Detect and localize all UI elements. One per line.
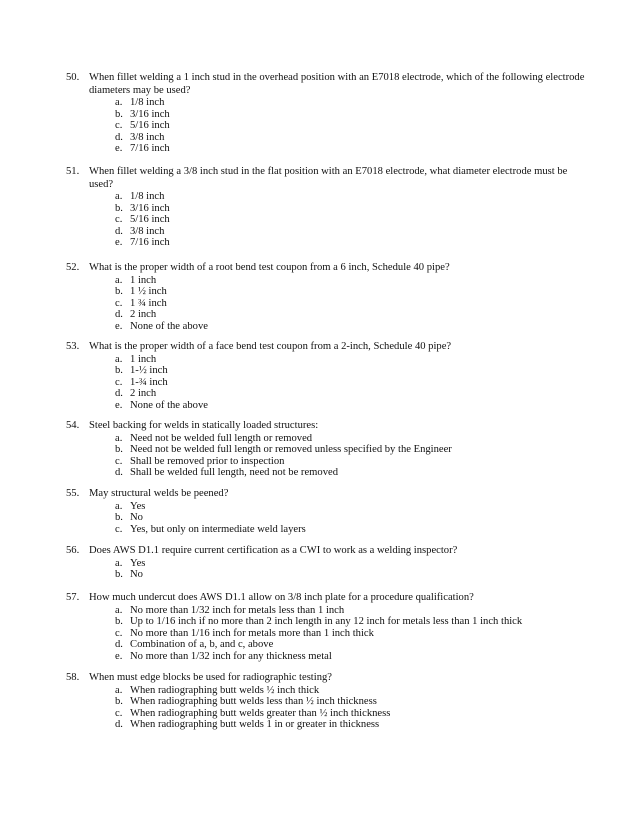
answer-option-d [115,226,586,238]
answer-option-e [115,237,586,249]
option-letter: d. [115,639,123,651]
option-letter: c. [115,214,123,226]
option-letter: d. [115,719,123,731]
question-number: 51. [66,166,80,177]
option-text: None of the above [130,399,208,411]
answer-option-e [115,651,586,663]
answer-option-b [115,569,586,581]
question-51 [66,166,586,249]
option-text: 7/16 inch [130,143,170,155]
option-text: Yes [130,500,146,512]
option-letter: b. [115,569,123,581]
option-letter: c. [115,707,123,719]
option-letter: a. [115,97,123,108]
option-letter: a. [115,500,123,512]
option-text: When radiographing butt welds ½ inch thick [130,684,320,696]
option-letter: a. [115,432,123,444]
option-letter: b. [115,108,123,120]
question-text: How much undercut does AWS D1.1 allow on 3/8 inch plate for a procedure qualification? [89,592,474,603]
answer-options [115,558,586,581]
question-55 [66,488,586,535]
question-number: 54. [66,420,80,431]
option-letter: b. [115,286,123,298]
question-text: What is the proper width of a face bend test coupon from a 2-inch, Schedule 40 pipe? [89,341,452,352]
question-57 [66,592,586,662]
option-letter: e. [115,143,123,155]
option-text: 1-½ inch [130,365,168,377]
option-letter: a. [115,353,123,365]
answer-option-a [115,433,586,445]
option-letter: a. [115,684,123,696]
question-number: 57. [66,592,80,603]
option-letter: e. [115,237,123,249]
answer-option-b [115,512,586,524]
answer-options [115,354,586,412]
option-letter: c. [115,523,123,535]
answer-option-b [115,365,586,377]
option-text: Combination of a, b, and c, above [130,639,274,651]
option-letter: d. [115,388,123,400]
option-text: None of the above [130,320,208,332]
option-text: Shall be welded full length, need not be removed [130,467,338,479]
question-text: What is the proper width of a root bend test coupon from a 6 inch, Schedule 40 pipe? [89,262,450,273]
option-text: No more than 1/16 inch for metals more than 1 inch thick [130,627,374,639]
option-text: 1/8 inch [130,97,165,108]
option-letter: b. [115,696,123,708]
option-text: 3/8 inch [130,225,165,237]
answer-option-c [115,456,586,468]
answer-option-e [115,143,586,155]
option-letter: a. [115,604,123,616]
answer-option-d [115,719,586,731]
option-text: 1/8 inch [130,191,165,202]
option-letter: e. [115,650,123,662]
option-text: No [130,512,143,524]
option-letter: d. [115,309,123,321]
question-number: 50. [66,72,80,83]
answer-option-b [115,286,586,298]
option-letter: d. [115,225,123,237]
option-letter: a. [115,557,123,569]
option-text: 3/16 inch [130,202,170,214]
answer-option-d [115,639,586,651]
option-text: No [130,569,143,581]
option-text: 1-¾ inch [130,376,168,388]
answer-option-b [115,444,586,456]
answer-option-a [115,685,586,697]
option-text: 5/16 inch [130,120,170,132]
option-letter: b. [115,202,123,214]
question-number: 56. [66,545,80,556]
option-letter: c. [115,627,123,639]
option-letter: e. [115,320,123,332]
option-text: 3/16 inch [130,108,170,120]
option-letter: a. [115,274,123,286]
answer-option-c [115,120,586,132]
answer-options [115,501,586,536]
option-letter: c. [115,297,123,309]
answer-option-c [115,628,586,640]
question-56 [66,545,586,581]
option-text: 3/8 inch [130,131,165,143]
option-letter: e. [115,399,123,411]
option-text: When radiographing butt welds greater than ½ inch thickness [130,707,391,719]
answer-option-c [115,708,586,720]
answer-option-a [115,354,586,366]
answer-option-d [115,309,586,321]
option-text: When radiographing butt welds 1 in or greater in thickness [130,719,380,731]
option-text: 2 inch [130,309,157,321]
option-letter: b. [115,365,123,377]
answer-option-a [115,501,586,513]
option-text: Need not be welded full length or removed unless specified by the Engineer [130,444,452,456]
question-number: 53. [66,341,80,352]
option-letter: c. [115,120,123,132]
answer-option-b [115,203,586,215]
question-number: 58. [66,672,80,683]
answer-option-a [115,605,586,617]
question-text: When fillet welding a 3/8 inch stud in the flat position with an E7018 electrode, what diameter electrode must be used? [89,166,568,190]
answer-option-a [115,97,586,109]
answer-option-e [115,321,586,333]
answer-option-e [115,400,586,412]
question-text: Does AWS D1.1 require current certification as a CWI to work as a welding inspector? [89,545,458,556]
option-letter: c. [115,376,123,388]
answer-option-c [115,377,586,389]
option-text: 1 inch [130,353,157,365]
question-text: When fillet welding a 1 inch stud in the overhead position with an E7018 electrode, which of the following electrode diameters may be used? [89,72,585,96]
answer-option-c [115,524,586,536]
option-text: No more than 1/32 inch for any thickness metal [130,650,332,662]
answer-option-d [115,132,586,144]
option-text: 7/16 inch [130,237,170,249]
option-letter: b. [115,444,123,456]
answer-option-a [115,275,586,287]
answer-options [115,605,586,663]
option-letter: a. [115,191,123,202]
answer-option-c [115,214,586,226]
answer-option-b [115,109,586,121]
question-text: May structural welds be peened? [89,488,229,499]
option-letter: b. [115,512,123,524]
question-number: 55. [66,488,80,499]
answer-options [115,685,586,731]
option-text: Yes, but only on intermediate weld layers [130,523,306,535]
answer-option-d [115,467,586,479]
option-text: 5/16 inch [130,214,170,226]
question-53 [66,341,586,411]
option-letter: b. [115,616,123,628]
option-text: No more than 1/32 inch for metals less than 1 inch [130,604,345,616]
answer-options [115,433,586,479]
question-52 [66,262,586,332]
option-text: Yes [130,557,146,569]
option-text: Up to 1/16 inch if no more than 2 inch length in any 12 inch for metals less than 1 inch thick [130,616,523,628]
option-letter: c. [115,455,123,467]
option-text: When radiographing butt welds less than ½ inch thickness [130,696,377,708]
option-text: Shall be removed prior to inspection [130,455,285,467]
answer-option-b [115,616,586,628]
answer-option-a [115,191,586,203]
answer-options [115,275,586,333]
answer-options [115,191,586,249]
option-text: Need not be welded full length or removed [130,432,313,444]
option-text: 1 ½ inch [130,286,167,298]
question-54 [66,420,586,479]
answer-option-a [115,558,586,570]
answer-option-b [115,696,586,708]
answer-option-c [115,298,586,310]
option-text: 2 inch [130,388,157,400]
question-58 [66,672,586,731]
option-letter: d. [115,467,123,479]
question-text: When must edge blocks be used for radiographic testing? [89,672,332,683]
question-text: Steel backing for welds in statically loaded structures: [89,420,319,431]
option-text: 1 inch [130,274,157,286]
answer-options [115,97,586,155]
question-50 [66,72,586,155]
answer-option-d [115,388,586,400]
option-text: 1 ¾ inch [130,297,167,309]
option-letter: d. [115,131,123,143]
question-number: 52. [66,262,80,273]
